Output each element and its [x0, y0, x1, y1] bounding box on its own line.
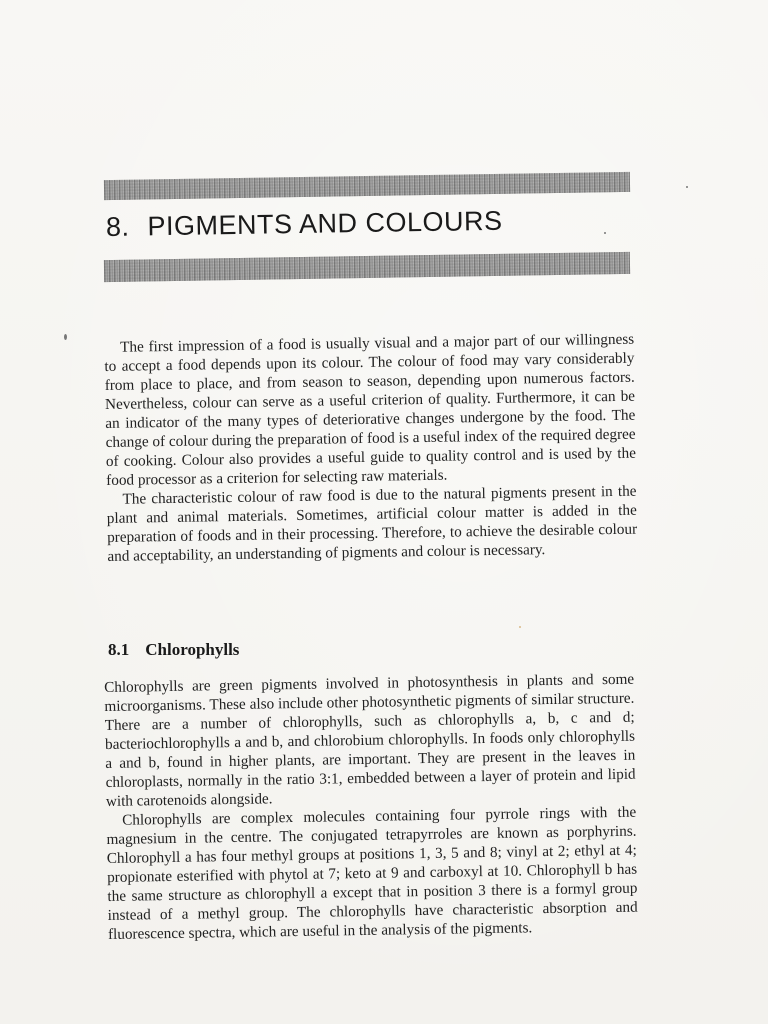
intro-paragraph-1: The first impression of a food is usually visual and a major part of our willingness to accept a food depends upon its colour. The colour of food may vary considerably from place to place, and from season to season, depending upon numerous factors. Nevertheless, colour can serve as a useful criterion of quality. Furthermore, it can be an indicator of the many types of deteriorative changes undergone by the food. The change of colour during the preparation of food is a useful index of the required degree of cooking. Colour also provides a useful guide to quality control and is used by the food processor as a criterion for selecting raw materials. — [104, 330, 637, 489]
intro-paragraph-2: The characteristic colour of raw food is due to the natural pigments present in the plant and animal materials. Sometimes, artificial colour matter is added in the preparation of foods and in their processing. Therefore, to achieve the desirable colour and acceptability, an understanding of pigments and colour is necessary. — [106, 482, 638, 565]
scan-speck — [64, 334, 67, 340]
scan-speck — [686, 186, 688, 188]
decorative-band-bottom — [104, 252, 630, 282]
scan-speck — [519, 626, 521, 628]
chapter-title — [106, 206, 503, 243]
chapter-number: 8. — [105, 211, 130, 242]
scan-speck — [604, 232, 606, 234]
section-heading — [108, 640, 239, 660]
section-paragraph-2: Chlorophylls are complex molecules containing four pyrrole rings with the magnesium in the centre. The conjugated tetrapyrroles are known as porphyrins. Chlorophyll a has four methyl groups at positions 1, 3, 5 and 8; vinyl at 2; ethyl at 4; propionate esterified with phytol at 7; keto at 9 and carboxyl at 10. Chlorophyll b has the same structure as chlorophyll a except that in position 3 there is a formyl group instead of a methyl group. The chlorophylls have characteristic absorption and fluorescence spectra, which are useful in the analysis of the pigments. — [106, 803, 638, 943]
section-paragraph-1: Chlorophylls are green pigments involved in photosynthesis in plants and some microorganisms. These also include other photosynthetic pigments of similar structure. There are a number of chlorophylls, such as chlorophylls a, b, c and d; bacteriochlorophylls a and b, and chlorobium chlorophylls. In foods only chlorophylls a and b, found in higher plants, are important. They are present in the leaves in chloroplasts, normally in the ratio 3:1, embedded between a layer of protein and lipid with carotenoids alongside. — [104, 670, 636, 810]
section-title: Chlorophylls — [145, 640, 240, 659]
intro-text — [104, 330, 638, 566]
section-number: 8.1 — [108, 640, 130, 659]
chapter-title-text: PIGMENTS AND COLOURS — [147, 205, 503, 242]
section-text — [104, 670, 638, 944]
decorative-band-top — [104, 172, 630, 200]
